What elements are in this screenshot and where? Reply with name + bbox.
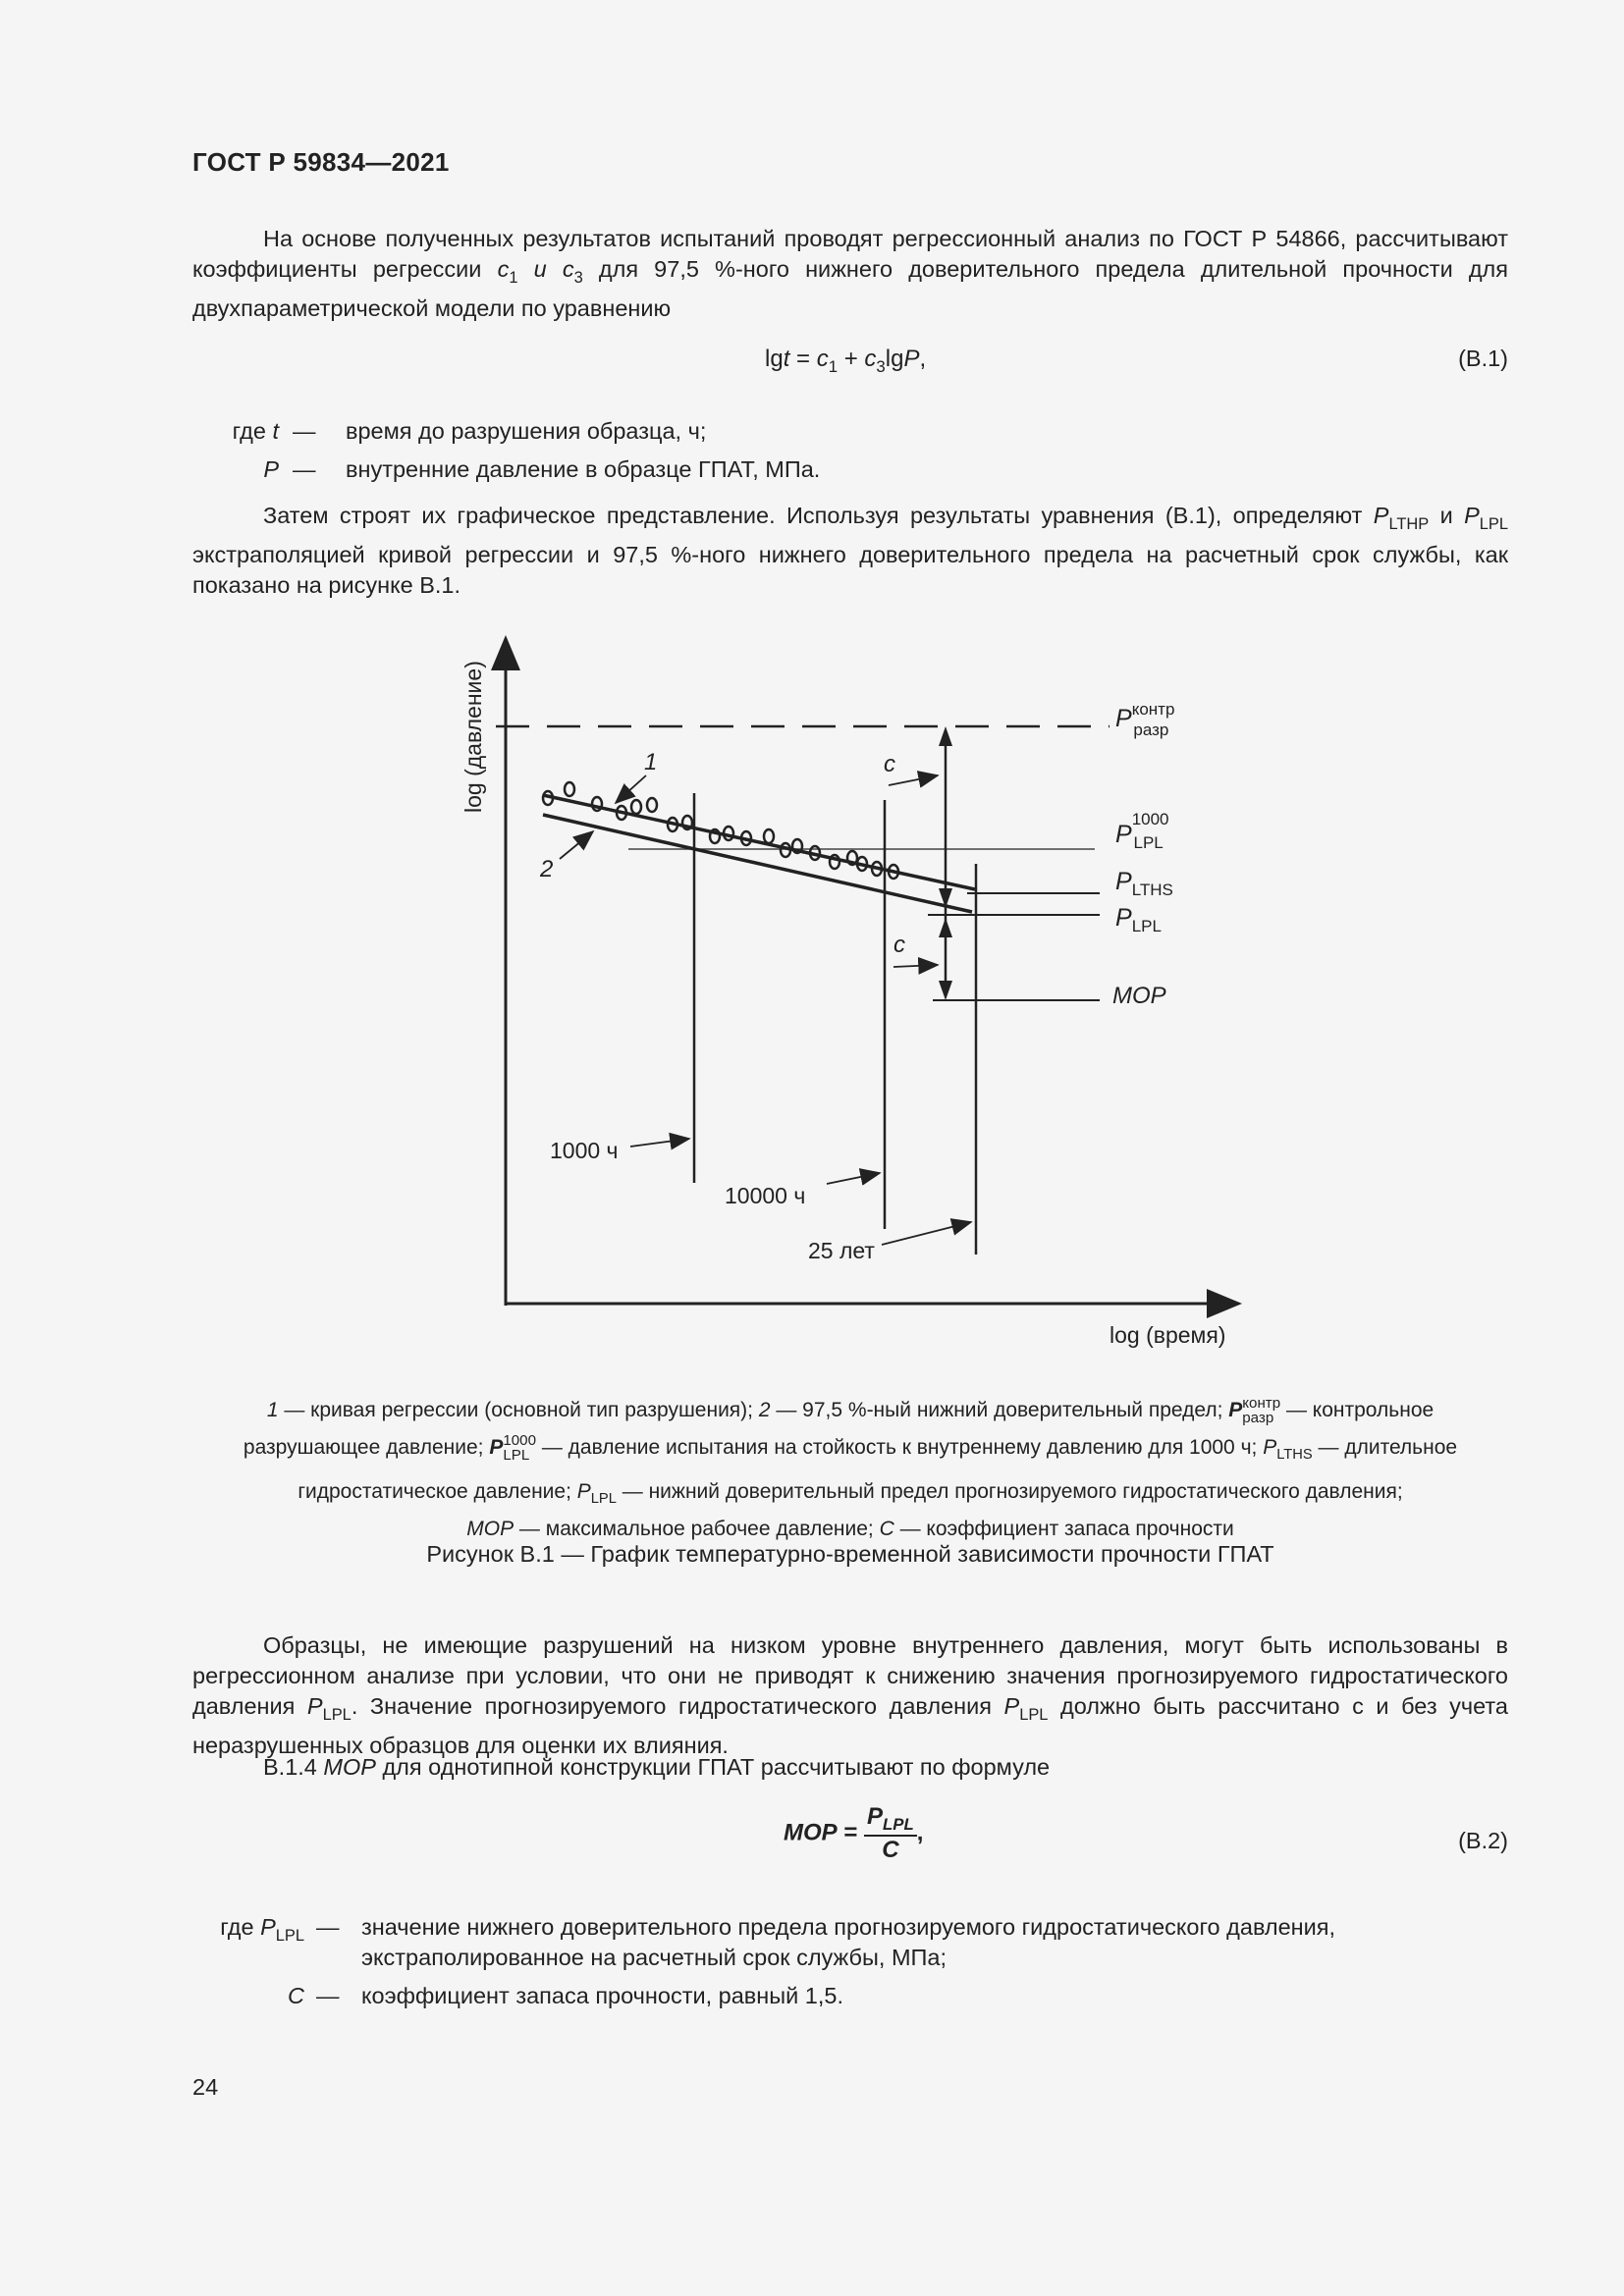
paragraph-unbroken-samples: Образцы, не имеющие разрушений на низком уровне внутреннего давления, могут быть использованы в регрессионном анализе при условии, что они не приводят к снижению значения прогнозируемого гидростатического давления $P_{LPL}$. Значение прогнозируемого гидростатического давления $P_{LPL}$ должно быть рассчитано с и без учета неразрушенных образцов для оценки их влияния. (192, 1632, 1508, 1758)
label-10000h: 10000 ч (725, 1183, 806, 1208)
pointer-1000h (630, 1139, 689, 1147)
label-mop: MOP (1112, 983, 1166, 1009)
pointer-10000h (827, 1173, 880, 1184)
curve-pointer-1 (616, 775, 646, 803)
regression-curve-1 (543, 795, 975, 889)
lower-limit-curve-2 (543, 815, 972, 912)
paragraph-graph: Затем строят их графическое представление. Используя результаты уравнения (B.1), определяют $P_{LTHP}$ и $P_{LPL}$ экстраполяцией кривой регрессии и 97,5 %-ного нижнего доверительного предела на расчетный срок службы, как показано на рисунке B.1. (192, 503, 1509, 598)
c-arrow-mid-head-down (939, 918, 952, 937)
legend-line-1: 1 — кривая регрессии (основной тип разрушения); 2 — 97,5 %-ный нижний доверительный предел; P контр разр — контрольное (266, 1395, 1435, 1427)
where-list-2 (192, 1908, 1508, 2015)
legend-line-4: MOP — максимальное рабочее давление; C — коэффициент запаса прочности (466, 1518, 1234, 1541)
label-25years: 25 лет (808, 1238, 875, 1263)
c-arrow-top-head (939, 726, 952, 746)
where-row: C — коэффициент запаса прочности, равный 1,5. (288, 1983, 843, 2008)
y-axis-label: log (давление) (460, 661, 486, 813)
curve-label-2: 2 (540, 856, 554, 882)
where-row: P — внутренние давление в образце ГПАТ, МПа. (263, 456, 821, 482)
fraction: $\frac{P_{LPL}}{C}$ (864, 1803, 917, 1864)
c-pointer-bottom (893, 965, 938, 967)
equation-b2: MOP = $\frac{P_{LPL}}{C}$ , (784, 1803, 924, 1863)
paragraph-mop-formula: B.1.4 MOP для однотипной конструкции ГПАТ рассчитывают по формуле (263, 1754, 1051, 1780)
document-header: ГОСТ Р 59834—2021 (192, 147, 450, 177)
where-row: где $P_{LPL}$ — значение нижнего доверительного предела прогнозируемого гидростатического давления, экстраполированное на расчетный срок службы, МПа; (220, 1914, 1336, 1970)
paragraph-regression: На основе полученных результатов испытаний проводят регрессионный анализ по ГОСТ Р 54866, рассчитывают коэффициенты регрессии $c_1$ и $c_3$ для 97,5 %-ного нижнего доверительного предела длительной прочности для двухпараметрической модели по уравнению (192, 226, 1508, 321)
x-axis-label: log (время) (1110, 1322, 1226, 1348)
where-row: где t — время до разрушения образца, ч; (232, 418, 707, 444)
legend-line-3: гидростатическое давление; $P_{LPL}$ — нижний доверительный предел прогнозируемого гидростатического давления; (298, 1480, 1403, 1508)
equation-number-b1: (B.1) (1458, 346, 1508, 371)
label-p-1000: $P^{1000}$ LPL (1115, 810, 1169, 852)
figure-title: Рисунок B.1 — График температурно-временной зависимости прочности ГПАТ (426, 1541, 1274, 1567)
label-1000h: 1000 ч (550, 1138, 619, 1163)
c-label-bottom: c (893, 932, 905, 958)
label-p-burst: $P^{контр}$ разр (1115, 700, 1175, 739)
page-number: 24 (192, 2074, 219, 2100)
equation-b1: $\lg t = c_1 + c_3\lg P$, (765, 346, 927, 376)
c-pointer-top (889, 775, 938, 785)
c-label-top: c (884, 751, 895, 777)
label-p-lpl: $P_{LPL}$ (1115, 904, 1162, 935)
equation-number-b2: (B.2) (1458, 1828, 1508, 1853)
c-arrow-bottom-head (939, 981, 952, 1000)
pointer-25years (882, 1222, 971, 1245)
data-points (543, 782, 898, 879)
curve-label-1: 1 (644, 749, 658, 775)
curve-pointer-2 (560, 831, 593, 859)
label-p-lths: $P_{LTHS}$ (1115, 868, 1173, 899)
legend-line-2: разрушающее давление; P 1000 LPL — давление испытания на стойкость к внутреннему давлению для 1000 ч; $P_{LTHS}$ — длительное (243, 1432, 1458, 1465)
figure-legend (192, 1392, 1508, 1541)
